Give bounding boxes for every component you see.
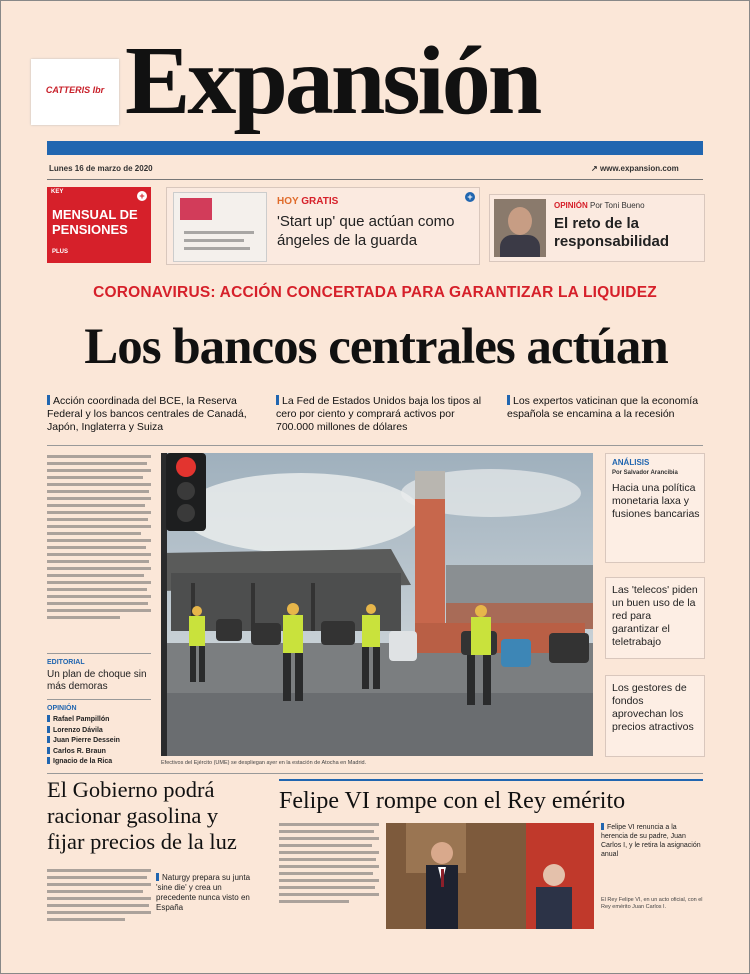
story-felipe-bullet: Felipe VI renuncia a la herencia de su padre, Juan Carlos I, y le retira la asignación anual <box>601 824 701 858</box>
opinion-list-item[interactable]: Ignacio de la Rica <box>47 757 151 768</box>
opinion-list-item[interactable]: Juan Pierre Dessein <box>47 736 151 747</box>
section-rule <box>47 773 703 774</box>
opinion-list-item[interactable]: Lorenzo Dávila <box>47 726 151 737</box>
label-hoy: HOY <box>277 196 299 207</box>
subhead-3: Los expertos vaticinan que la economía española se encamina a la recesión <box>507 395 699 420</box>
editorial-text[interactable]: Un plan de choque sin más demoras <box>47 669 147 692</box>
sponsor-logo <box>31 59 119 125</box>
kicker: CORONAVIRUS: ACCIÓN CONCERTADA PARA GARANTIZAR LA LIQUIDEZ <box>93 284 657 301</box>
opinion-author: Por Toni Bueno <box>590 201 645 210</box>
story-gasolina-bullet: Naturgy prepara su junta 'sine die' y crea un precedente nunca visto en España <box>156 873 251 912</box>
magazine-thumbnail <box>173 192 267 262</box>
opinion-list-item[interactable]: Rafael Pampillón <box>47 715 151 726</box>
date-rule <box>47 179 703 180</box>
sidebar-gestores[interactable] <box>605 675 705 757</box>
sidebar-analisis[interactable] <box>605 453 705 563</box>
royal-photo <box>386 823 594 929</box>
promo-pensiones[interactable] <box>47 187 151 263</box>
opinion-list <box>47 715 151 768</box>
subhead-1: Acción coordinada del BCE, la Reserva Federal y los bancos centrales de Canadá, Japón, Inglaterra y Suiza <box>47 395 247 433</box>
telecos-text: Las 'telecos' piden un buen uso de la red para garantizar el teletrabajo <box>612 584 698 648</box>
sponsor-text: CATTERIS Ibr <box>45 85 105 95</box>
opinion-list-label: OPINIÓN <box>47 705 77 712</box>
sidebar-telecos[interactable] <box>605 577 705 659</box>
promo-pensiones-title: MENSUAL DE PENSIONES <box>52 207 138 237</box>
royals-image <box>386 823 594 929</box>
plus-icon: + <box>465 192 475 202</box>
editorial-label: EDITORIAL <box>47 659 85 666</box>
story-gasolina-headline[interactable]: El Gobierno podrá racionar gasolina y fijar precios de la luz <box>47 777 237 854</box>
station-scene-image <box>161 453 593 756</box>
masthead-title: Expansión <box>125 27 540 135</box>
promo-opinion-label <box>554 201 645 210</box>
promo-gratis[interactable] <box>166 187 480 265</box>
label-opinion: OPINIÓN <box>554 201 588 210</box>
issue-date: Lunes 16 de marzo de 2020 <box>49 164 153 173</box>
plus-icon: + <box>137 191 147 201</box>
promo-pensiones-top: KEY <box>51 189 64 195</box>
story-gasolina-body <box>47 869 151 925</box>
analisis-label: ANÁLISIS <box>612 458 650 467</box>
column-rule <box>47 699 151 700</box>
promo-pensiones-sub: PLUS <box>52 249 69 255</box>
gestores-text: Los gestores de fondos aprovechan los precios atractivos <box>612 682 694 733</box>
royal-photo-caption: El Rey Felipe VI, en un acto oficial, con el Rey emérito Juan Carlos I. <box>601 897 703 910</box>
analisis-text: Hacia una política monetaria laxa y fusiones bancarias <box>612 482 700 520</box>
story-felipe-body <box>279 823 379 907</box>
photo-caption: Efectivos del Ejército (UME) se despliegan ayer en la estación de Atocha en Madrid. <box>161 760 367 766</box>
lead-article-body <box>47 455 151 623</box>
main-photo <box>161 453 593 756</box>
masthead-bar <box>47 141 703 155</box>
website-link[interactable]: ↗ www.expansion.com <box>591 164 679 173</box>
label-gratis: GRATIS <box>301 196 339 207</box>
opinion-list-item[interactable]: Carlos R. Braun <box>47 747 151 758</box>
column-rule <box>47 653 151 654</box>
subhead-rule <box>47 445 703 446</box>
promo-opinion-headline: El reto de la responsabilidad <box>554 215 670 250</box>
story-rule <box>279 779 703 781</box>
promo-gratis-headline: 'Start up' que actúan como ángeles de la guarda <box>277 213 455 249</box>
promo-gratis-label <box>277 196 338 207</box>
promo-opinion[interactable] <box>489 194 705 262</box>
story-felipe-headline[interactable]: Felipe VI rompe con el Rey emérito <box>279 788 626 814</box>
subhead-2: La Fed de Estados Unidos baja los tipos al cero por ciento y comprará activos por 700.000 millones de dólares <box>276 395 482 433</box>
main-headline: Los bancos centrales actúan <box>84 319 668 375</box>
analisis-author: Por Salvador Arancibia <box>612 470 678 476</box>
author-photo <box>494 199 546 257</box>
